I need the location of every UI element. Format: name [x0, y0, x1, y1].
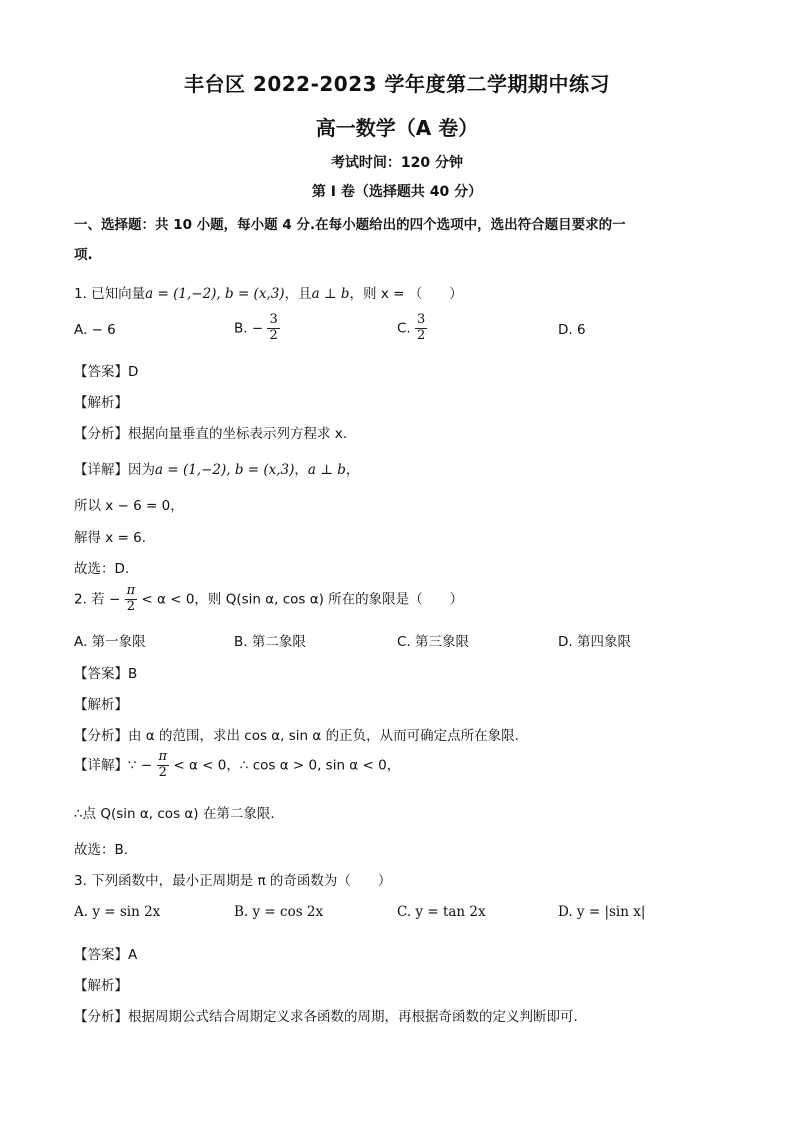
q2-detail-pre: 【详解】∵ − [74, 757, 153, 774]
q3-option-a: A. y = sin 2x [74, 904, 161, 920]
section-instruction-line1: 一、选择题：共 10 小题，每小题 4 分.在每小题给出的四个选项中，选出符合题目要求的一 [74, 217, 626, 233]
q2-answer: 【答案】B [74, 666, 138, 682]
q1-choice: 故选：D. [74, 561, 130, 577]
q2-detail [74, 750, 400, 781]
q3-analysis-title: 【解析】 [74, 978, 128, 994]
section-instruction-line2: 项. [74, 247, 93, 263]
q1-detail-pre: 【详解】因为 [74, 462, 155, 478]
q2-stem-num: π [126, 583, 136, 598]
q3-option-c: C. y = tan 2x [397, 904, 486, 920]
q2-option-d: D. 第四象限 [558, 634, 631, 650]
q1-stem-post: ，则 x = （ ） [349, 286, 463, 302]
exam-time: 考试时间：120 分钟 [330, 155, 464, 171]
q1-detail-post: ， [345, 462, 360, 478]
q1-stem-mid: ，且 [284, 286, 312, 302]
q3-option-b: B. y = cos 2x [234, 904, 324, 920]
q3-stem: 3. 下列函数中，最小正周期是 π 的奇函数为（ ） [74, 873, 392, 889]
q2-analysis-title: 【解析】 [74, 697, 128, 713]
q1-option-c-den: 2 [417, 327, 426, 343]
q1-analysis-title: 【解析】 [74, 395, 128, 411]
q2-stem [74, 584, 463, 615]
q2-detail-den: 2 [158, 764, 167, 780]
q1-detail-mid: ， [294, 462, 308, 478]
q2-option-a: A. 第一象限 [74, 634, 146, 650]
q1-step1: 所以 x − 6 = 0， [74, 498, 184, 514]
q1-detail [74, 458, 359, 478]
q3-answer: 【答案】A [74, 947, 138, 963]
q2-stem-pre: 2. 若 − [74, 591, 121, 608]
q1-option-b-label: B. [234, 320, 248, 337]
q1-stem-vectors: a = (1,−2), b = (x,3) [145, 286, 285, 302]
exam-title: 丰台区 2022-2023 学年度第二学期期中练习 [183, 72, 611, 96]
q2-conclusion: ∴点 Q(sin α, cos α) 在第二象限. [74, 806, 275, 822]
q2-option-b: B. 第二象限 [234, 634, 306, 650]
q1-answer: 【答案】D [74, 364, 139, 380]
q1-option-a: A. − 6 [74, 322, 116, 338]
q1-option-b-den: 2 [269, 327, 278, 343]
q1-option-c-fraction [415, 313, 427, 344]
q2-detail-num: π [158, 749, 168, 764]
q3-analysis: 【分析】根据周期公式结合周期定义求各函数的周期，再根据奇函数的定义判断即可. [74, 1009, 578, 1025]
part-heading: 第 I 卷（选择题共 40 分） [311, 184, 483, 200]
q2-analysis: 【分析】由 α 的范围，求出 cos α, sin α 的正负，从而可确定点所在象限. [74, 728, 519, 744]
q1-stem-pre: 1. 已知向量 [74, 286, 146, 302]
q2-choice: 故选：B. [74, 842, 129, 858]
q1-step2: 解得 x = 6. [74, 530, 147, 546]
q2-detail-fraction [157, 750, 170, 781]
q1-option-c [397, 313, 427, 344]
q1-option-d: D. 6 [558, 322, 586, 338]
q3-option-d: D. y = |sin x| [558, 904, 646, 920]
q2-option-c: C. 第三象限 [397, 634, 470, 650]
q2-detail-post: < α < 0，∴ cos α > 0, sin α < 0， [173, 757, 401, 774]
q1-detail-vectors: a = (1,−2), b = (x,3) [155, 462, 295, 478]
q1-stem [74, 282, 463, 302]
q1-analysis: 【分析】根据向量垂直的坐标表示列方程求 x. [74, 426, 348, 442]
q1-option-b-num: 3 [269, 312, 278, 327]
q1-option-b [234, 313, 280, 344]
q2-stem-post: < α < 0，则 Q(sin α, cos α) 所在的象限是（ ） [141, 591, 464, 608]
q2-stem-den: 2 [126, 598, 135, 614]
q1-option-c-num: 3 [417, 312, 426, 327]
q1-stem-perp: a ⊥ b [311, 286, 350, 302]
q2-stem-fraction [125, 584, 138, 615]
exam-subtitle: 高一数学（A 卷） [315, 116, 479, 140]
q1-option-b-sign: − [251, 320, 264, 337]
q1-option-b-fraction [267, 313, 279, 344]
q1-option-c-label: C. [397, 320, 411, 337]
q1-detail-perp: a ⊥ b [307, 462, 346, 478]
